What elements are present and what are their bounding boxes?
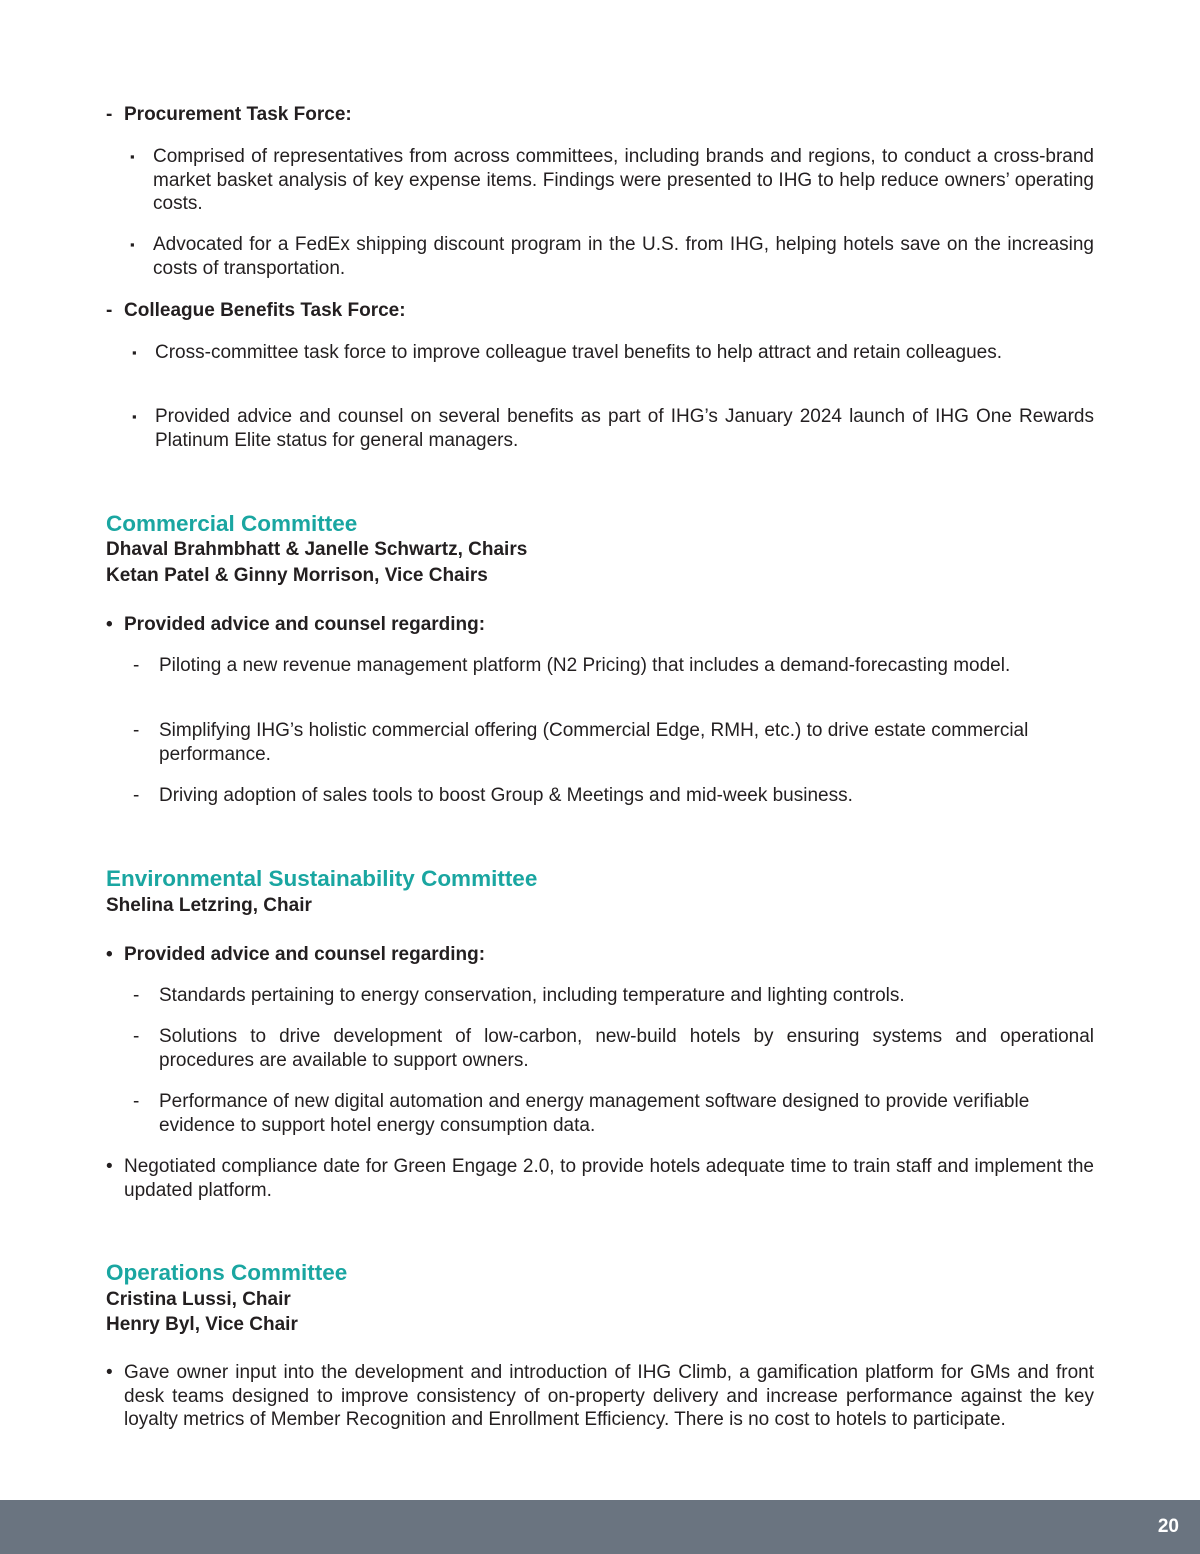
page-number: 20 <box>1157 1516 1179 1537</box>
colleague-benefits-item-2: ▪ Provided advice and counsel on several benefits as part of IHG’s January 2024 launch of IHG One Rewards Platinum Elite status for general managers. <box>132 406 1094 451</box>
environmental-chair: Shelina Letzring, Chair <box>106 895 312 916</box>
environmental-item-3: - Performance of new digital automation and energy management software designed to provide verifiable evidence to support hotel energy consumption data. <box>133 1091 1030 1136</box>
page-footer-bar <box>0 1500 1200 1554</box>
dash-marker: - <box>133 1026 140 1047</box>
commercial-item-1: - Piloting a new revenue management platform (N2 Pricing) that includes a demand-forecasting model. <box>133 655 1011 676</box>
commercial-vice-chairs: Ketan Patel & Ginny Morrison, Vice Chairs <box>106 565 488 586</box>
environmental-item-2: - Solutions to drive development of low-carbon, new-build hotels by ensuring systems and operational procedures are available to support owners. <box>133 1026 1094 1071</box>
commercial-chairs: Dhaval Brahmbhatt & Janelle Schwartz, Chairs <box>106 539 528 560</box>
environmental-final-bullet: • Negotiated compliance date for Green Engage 2.0, to provide hotels adequate time to train staff and implement the updated platform. <box>106 1156 1094 1201</box>
commercial-item-3: - Driving adoption of sales tools to boost Group & Meetings and mid-week business. <box>133 785 853 806</box>
dash-marker: - <box>133 785 140 806</box>
commercial-lead-bullet: • Provided advice and counsel regarding: <box>106 614 486 635</box>
procurement-task-force-heading: - Procurement Task Force: <box>106 104 352 125</box>
square-bullet-icon: ▪ <box>130 149 135 164</box>
square-bullet-icon: ▪ <box>132 345 137 360</box>
procurement-item-1: ▪ Comprised of representatives from across committees, including brands and regions, to conduct a cross-brand market basket analysis of key expense items. Findings were presented to IHG to help reduce owners’ operating costs. <box>130 146 1094 214</box>
dash-marker: - <box>133 655 140 676</box>
operations-chair: Cristina Lussi, Chair <box>106 1289 291 1310</box>
bullet-dot-icon: • <box>106 614 113 635</box>
procurement-item-2: ▪ Advocated for a FedEx shipping discount program in the U.S. from IHG, helping hotels save on the increasing costs of transportation. <box>130 234 1094 279</box>
dash-marker: - <box>133 720 140 741</box>
dash-marker: - <box>133 1091 140 1112</box>
dash-marker: - <box>106 300 113 321</box>
operations-vice-chair: Henry Byl, Vice Chair <box>106 1314 298 1335</box>
operations-committee-title: Operations Committee <box>106 1260 348 1285</box>
environmental-lead-bullet: • Provided advice and counsel regarding: <box>106 944 486 965</box>
commercial-committee-title: Commercial Committee <box>106 511 358 536</box>
environmental-committee-title: Environmental Sustainability Committee <box>106 866 538 891</box>
dash-marker: - <box>106 104 113 125</box>
operations-bullet: • Gave owner input into the development and introduction of IHG Climb, a gamification platform for GMs and front desk teams designed to improve consistency of on-property delivery and increase performance against the key loyalty metrics of Member Recognition and Enrollment Efficiency. There is no cost to hotels to participate. <box>106 1362 1094 1430</box>
bullet-dot-icon: • <box>106 1156 113 1177</box>
dash-marker: - <box>133 985 140 1006</box>
colleague-benefits-item-1: ▪ Cross-committee task force to improve colleague travel benefits to help attract and retain colleagues. <box>132 342 1002 363</box>
colleague-benefits-heading: - Colleague Benefits Task Force: <box>106 300 406 321</box>
bullet-dot-icon: • <box>106 1362 113 1383</box>
bullet-dot-icon: • <box>106 944 113 965</box>
square-bullet-icon: ▪ <box>132 409 137 424</box>
commercial-item-2: - Simplifying IHG’s holistic commercial offering (Commercial Edge, RMH, etc.) to drive estate commercial performance. <box>133 720 1029 765</box>
environmental-item-1: - Standards pertaining to energy conservation, including temperature and lighting controls. <box>133 985 905 1006</box>
square-bullet-icon: ▪ <box>130 237 135 252</box>
